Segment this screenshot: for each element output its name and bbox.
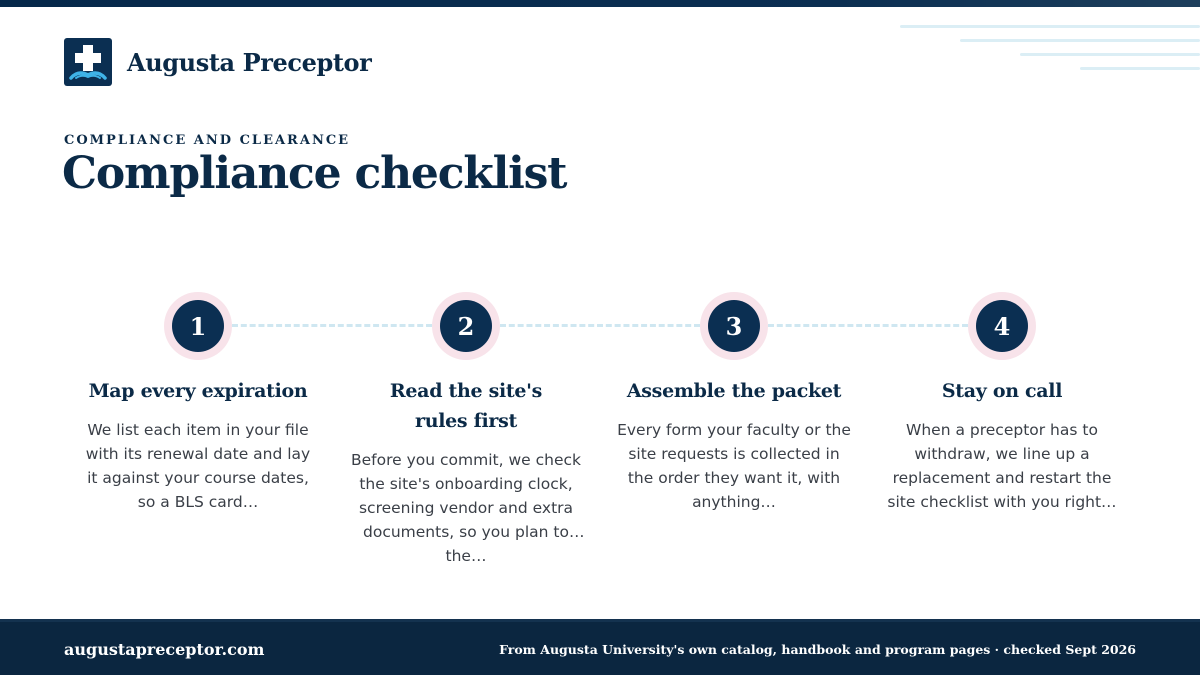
step-1-badge — [164, 292, 232, 360]
step-3 — [604, 376, 864, 514]
decorative-lines — [900, 20, 1200, 80]
step-number: 1 — [172, 300, 224, 352]
steps-timeline — [0, 290, 1200, 365]
page-title: Compliance checklist — [62, 148, 567, 199]
timeline-connector — [768, 324, 968, 327]
timeline-connector — [232, 324, 432, 327]
brand-name: Augusta Preceptor — [127, 47, 372, 77]
brand-logo[interactable] — [64, 38, 371, 86]
step-2 — [336, 376, 596, 565]
step-title: Assemble the packet — [626, 380, 842, 402]
step-number: 4 — [976, 300, 1028, 352]
footer — [0, 619, 1200, 675]
timeline-connector — [500, 324, 700, 327]
step-4 — [872, 376, 1132, 514]
step-title: Stay on call — [941, 380, 1063, 402]
step-description: When a preceptor has to withdraw, we line up a replacement and restart the site checklist with you right… — [887, 421, 1117, 511]
step-3-badge — [700, 292, 768, 360]
step-description: Before you commit, we check the site's onboarding clock, screening vendor and extra documents, so you plan to the… — [351, 451, 581, 565]
step-number: 3 — [708, 300, 760, 352]
step-number: 2 — [440, 300, 492, 352]
step-description: Every form your faculty or the site requests is collected in the order they want it, with anything… — [617, 421, 851, 511]
footer-website-link[interactable]: augustapreceptor.com — [64, 640, 265, 659]
top-accent-bar — [0, 0, 1200, 7]
medical-cross-icon — [64, 38, 112, 86]
footer-source-note: From Augusta University's own catalog, handbook and program pages · checked Sept 2026 — [499, 642, 1136, 657]
section-eyebrow: COMPLIANCE AND CLEARANCE — [64, 133, 351, 148]
step-2-badge — [432, 292, 500, 360]
step-title: Map every expiration — [88, 380, 308, 402]
step-1 — [68, 376, 328, 514]
step-description: We list each item in your file with its renewal date and lay it against your course dates, so a BLS card… — [85, 421, 311, 511]
step-title: Read the site's rules first — [389, 380, 543, 432]
step-4-badge — [968, 292, 1036, 360]
